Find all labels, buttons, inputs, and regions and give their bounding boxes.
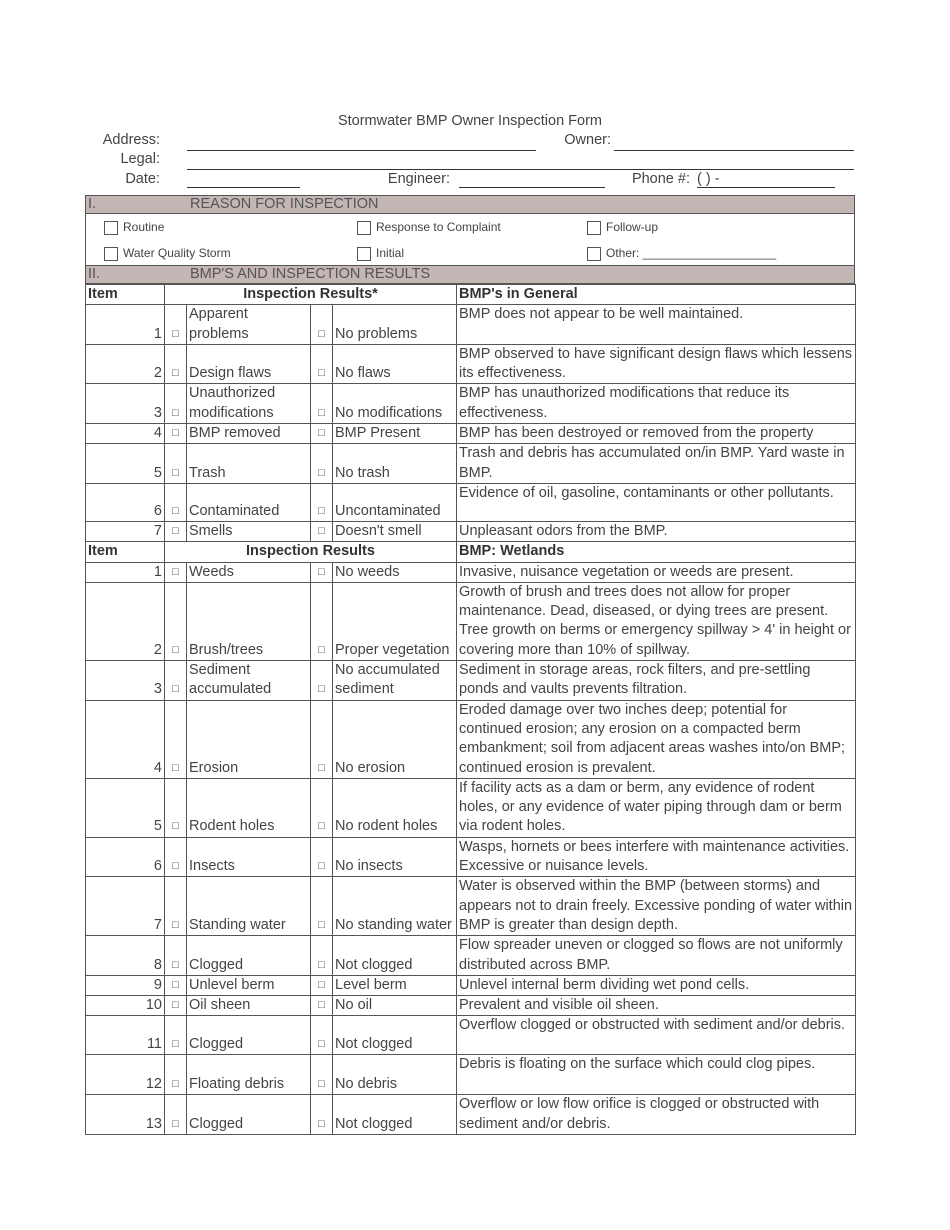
table-row — [86, 936, 856, 976]
table-row — [86, 582, 856, 660]
table-row — [86, 1055, 856, 1095]
reason-initial[interactable] — [357, 246, 404, 261]
general-header-item: Item — [86, 285, 165, 305]
section-reason-number: I. — [88, 196, 97, 212]
problem-label: Design flaws — [187, 344, 311, 384]
address-label: Address: — [102, 132, 160, 148]
problem-label: Clogged — [187, 1016, 311, 1055]
table-row — [86, 384, 856, 424]
reason-other-label: Other: ____________________ — [606, 246, 777, 260]
wetlands-header-item: Item — [86, 542, 165, 562]
ok-checkbox[interactable]: □ — [311, 661, 333, 701]
description: Prevalent and visible oil sheen. — [457, 996, 856, 1016]
item-number: 5 — [86, 778, 165, 837]
problem-checkbox[interactable]: □ — [165, 582, 187, 660]
ok-checkbox[interactable]: □ — [311, 483, 333, 521]
problem-checkbox[interactable]: □ — [165, 936, 187, 976]
item-number: 3 — [86, 384, 165, 424]
phone-label: Phone #: — [631, 171, 690, 187]
problem-checkbox[interactable]: □ — [165, 1055, 187, 1095]
description: BMP has been destroyed or removed from the property — [457, 424, 856, 444]
problem-label: Oil sheen — [187, 996, 311, 1016]
wetlands-header-results: Inspection Results — [165, 542, 457, 562]
ok-label: No debris — [333, 1055, 457, 1095]
problem-label: Clogged — [187, 1095, 311, 1135]
description: Water is observed within the BMP (between storms) and appears not to drain freely. Excessive ponding of water within BMP is greater than design depth. — [457, 877, 856, 936]
item-number: 11 — [86, 1016, 165, 1055]
item-number: 4 — [86, 424, 165, 444]
table-row — [86, 521, 856, 541]
item-number: 2 — [86, 582, 165, 660]
problem-checkbox[interactable]: □ — [165, 344, 187, 384]
table-row — [86, 483, 856, 521]
ok-checkbox[interactable]: □ — [311, 444, 333, 484]
item-number: 3 — [86, 661, 165, 701]
section-results-title: BMP'S AND INSPECTION RESULTS — [190, 266, 431, 282]
item-number: 8 — [86, 936, 165, 976]
ok-checkbox[interactable]: □ — [311, 996, 333, 1016]
ok-label: No rodent holes — [333, 778, 457, 837]
description: Trash and debris has accumulated on/in BMP. Yard waste in BMP. — [457, 444, 856, 484]
reason-complaint-label: Response to Complaint — [376, 220, 501, 234]
description: Wasps, hornets or bees interfere with maintenance activities. Excessive or nuisance levels. — [457, 837, 856, 877]
general-header-row — [86, 285, 856, 305]
problem-checkbox[interactable]: □ — [165, 877, 187, 936]
table-row — [86, 424, 856, 444]
problem-checkbox[interactable]: □ — [165, 661, 187, 701]
ok-checkbox[interactable]: □ — [311, 521, 333, 541]
reason-routine-label: Routine — [123, 220, 165, 234]
reason-followup-label: Follow-up — [606, 220, 659, 234]
problem-checkbox[interactable]: □ — [165, 996, 187, 1016]
description: Invasive, nuisance vegetation or weeds are present. — [457, 562, 856, 582]
problem-label: Rodent holes — [187, 778, 311, 837]
ok-label: No problems — [333, 305, 457, 345]
item-number: 6 — [86, 837, 165, 877]
wetlands-header-category: BMP: Wetlands — [457, 542, 856, 562]
problem-label: Clogged — [187, 936, 311, 976]
problem-checkbox[interactable]: □ — [165, 305, 187, 345]
description: If facility acts as a dam or berm, any evidence of rodent holes, or any evidence of water piping through dam or berm via rodent holes. — [457, 778, 856, 837]
ok-checkbox[interactable]: □ — [311, 936, 333, 976]
problem-label: Smells — [187, 521, 311, 541]
problem-label: BMP removed — [187, 424, 311, 444]
ok-checkbox[interactable]: □ — [311, 305, 333, 345]
checkbox-icon[interactable] — [357, 221, 371, 235]
table-row — [86, 975, 856, 995]
problem-label: Unauthorized modifications — [187, 384, 311, 424]
table-row — [86, 700, 856, 778]
ok-label: Level berm — [333, 975, 457, 995]
problem-checkbox[interactable]: □ — [165, 1095, 187, 1135]
problem-checkbox[interactable]: □ — [165, 837, 187, 877]
item-number: 1 — [86, 562, 165, 582]
problem-checkbox[interactable]: □ — [165, 384, 187, 424]
problem-checkbox[interactable]: □ — [165, 521, 187, 541]
phone-field[interactable]: ( ) - — [697, 171, 835, 188]
table-row — [86, 1095, 856, 1135]
ok-checkbox[interactable]: □ — [311, 778, 333, 837]
ok-checkbox[interactable]: □ — [311, 1016, 333, 1055]
problem-label: Floating debris — [187, 1055, 311, 1095]
problem-label: Brush/trees — [187, 582, 311, 660]
ok-checkbox[interactable]: □ — [311, 582, 333, 660]
table-row — [86, 444, 856, 484]
description: Debris is floating on the surface which could clog pipes. — [457, 1055, 856, 1095]
problem-label: Contaminated — [187, 483, 311, 521]
item-number: 2 — [86, 344, 165, 384]
reason-other[interactable] — [587, 246, 776, 261]
ok-label: No weeds — [333, 562, 457, 582]
form-title: Stormwater BMP Owner Inspection Form — [337, 113, 603, 129]
table-row — [86, 661, 856, 701]
table-row — [86, 344, 856, 384]
ok-checkbox[interactable]: □ — [311, 562, 333, 582]
engineer-field[interactable] — [459, 187, 605, 188]
description: Evidence of oil, gasoline, contaminants or other pollutants. — [457, 483, 856, 521]
ok-checkbox[interactable]: □ — [311, 424, 333, 444]
description: BMP observed to have significant design flaws which lessens its effectiveness. — [457, 344, 856, 384]
problem-label: Unlevel berm — [187, 975, 311, 995]
table-row — [86, 1016, 856, 1055]
description: Flow spreader uneven or clogged so flows are not uniformly distributed across BMP. — [457, 936, 856, 976]
description: Growth of brush and trees does not allow for proper maintenance. Dead, diseased, or dying trees are present. Tree growth on berms or emergency spillway > 4' in height or covering more than 10% of spillway. — [457, 582, 856, 660]
owner-label: Owner: — [564, 132, 611, 148]
problem-label: Erosion — [187, 700, 311, 778]
reason-initial-label: Initial — [376, 246, 405, 260]
ok-label: No standing water — [333, 877, 457, 936]
ok-label: No oil — [333, 996, 457, 1016]
item-number: 7 — [86, 521, 165, 541]
checkbox-icon[interactable] — [587, 247, 601, 261]
ok-label: No trash — [333, 444, 457, 484]
reason-wqstorm-label: Water Quality Storm — [123, 246, 231, 260]
item-number: 4 — [86, 700, 165, 778]
reason-wqstorm[interactable] — [104, 246, 231, 261]
wetlands-header-row — [86, 542, 856, 562]
table-row — [86, 837, 856, 877]
problem-label: Weeds — [187, 562, 311, 582]
item-number: 10 — [86, 996, 165, 1016]
section-reason-header — [85, 195, 855, 214]
item-number: 13 — [86, 1095, 165, 1135]
ok-label: No insects — [333, 837, 457, 877]
section-results-number: II. — [88, 266, 101, 282]
legal-label: Legal: — [120, 151, 160, 167]
reason-routine[interactable] — [104, 220, 164, 235]
reason-followup[interactable] — [587, 220, 658, 235]
problem-label: Sediment accumulated — [187, 661, 311, 701]
description: BMP has unauthorized modifications that reduce its effectiveness. — [457, 384, 856, 424]
table-row — [86, 996, 856, 1016]
problem-label: Trash — [187, 444, 311, 484]
checkbox-icon[interactable] — [104, 221, 118, 235]
checkbox-icon[interactable] — [104, 247, 118, 261]
ok-label: Not clogged — [333, 1095, 457, 1135]
table-row — [86, 562, 856, 582]
ok-label: Proper vegetation — [333, 582, 457, 660]
reason-complaint[interactable] — [357, 220, 501, 235]
description: BMP does not appear to be well maintained. — [457, 305, 856, 345]
problem-checkbox[interactable]: □ — [165, 424, 187, 444]
inspection-table — [85, 284, 856, 1135]
ok-label: No erosion — [333, 700, 457, 778]
problem-label: Apparent problems — [187, 305, 311, 345]
problem-checkbox[interactable]: □ — [165, 778, 187, 837]
problem-label: Insects — [187, 837, 311, 877]
item-number: 9 — [86, 975, 165, 995]
address-field[interactable] — [187, 150, 536, 151]
ok-label: Uncontaminated — [333, 483, 457, 521]
description: Unlevel internal berm dividing wet pond cells. — [457, 975, 856, 995]
ok-checkbox[interactable]: □ — [311, 837, 333, 877]
ok-label: Not clogged — [333, 936, 457, 976]
section-reason-title: REASON FOR INSPECTION — [190, 196, 379, 212]
ok-label: Not clogged — [333, 1016, 457, 1055]
table-row — [86, 877, 856, 936]
ok-checkbox[interactable]: □ — [311, 700, 333, 778]
description: Overflow or low flow orifice is clogged or obstructed with sediment and/or debris. — [457, 1095, 856, 1135]
table-row — [86, 305, 856, 345]
general-header-results: Inspection Results* — [165, 285, 457, 305]
ok-checkbox[interactable]: □ — [311, 1055, 333, 1095]
ok-checkbox[interactable]: □ — [311, 975, 333, 995]
problem-label: Standing water — [187, 877, 311, 936]
date-field[interactable] — [187, 187, 300, 188]
ok-label: No modifications — [333, 384, 457, 424]
section-results-header — [85, 265, 855, 284]
problem-checkbox[interactable]: □ — [165, 1016, 187, 1055]
ok-checkbox[interactable]: □ — [311, 1095, 333, 1135]
legal-field[interactable] — [187, 169, 854, 170]
ok-label: No flaws — [333, 344, 457, 384]
item-number: 12 — [86, 1055, 165, 1095]
checkbox-icon[interactable] — [357, 247, 371, 261]
description: Overflow clogged or obstructed with sediment and/or debris. — [457, 1016, 856, 1055]
description: Sediment in storage areas, rock filters, and pre-settling ponds and vaults prevents filtration. — [457, 661, 856, 701]
date-label: Date: — [125, 171, 160, 187]
inspection-table-body — [86, 285, 856, 1135]
problem-checkbox[interactable]: □ — [165, 700, 187, 778]
ok-label: No accumulated sediment — [333, 661, 457, 701]
ok-checkbox[interactable]: □ — [311, 344, 333, 384]
problem-checkbox[interactable]: □ — [165, 562, 187, 582]
ok-checkbox[interactable]: □ — [311, 384, 333, 424]
general-header-category: BMP's in General — [457, 285, 856, 305]
item-number: 5 — [86, 444, 165, 484]
problem-checkbox[interactable]: □ — [165, 444, 187, 484]
item-number: 6 — [86, 483, 165, 521]
ok-label: Doesn't smell — [333, 521, 457, 541]
description: Unpleasant odors from the BMP. — [457, 521, 856, 541]
checkbox-icon[interactable] — [587, 221, 601, 235]
item-number: 1 — [86, 305, 165, 345]
item-number: 7 — [86, 877, 165, 936]
engineer-label: Engineer: — [387, 171, 450, 187]
ok-label: BMP Present — [333, 424, 457, 444]
description: Eroded damage over two inches deep; potential for continued erosion; any erosion on a compacted berm embankment; soil from adjacent areas washes into/on BMP; continued erosion is prevalent. — [457, 700, 856, 778]
problem-checkbox[interactable]: □ — [165, 483, 187, 521]
table-row — [86, 778, 856, 837]
owner-field[interactable] — [614, 150, 854, 151]
ok-checkbox[interactable]: □ — [311, 877, 333, 936]
problem-checkbox[interactable]: □ — [165, 975, 187, 995]
